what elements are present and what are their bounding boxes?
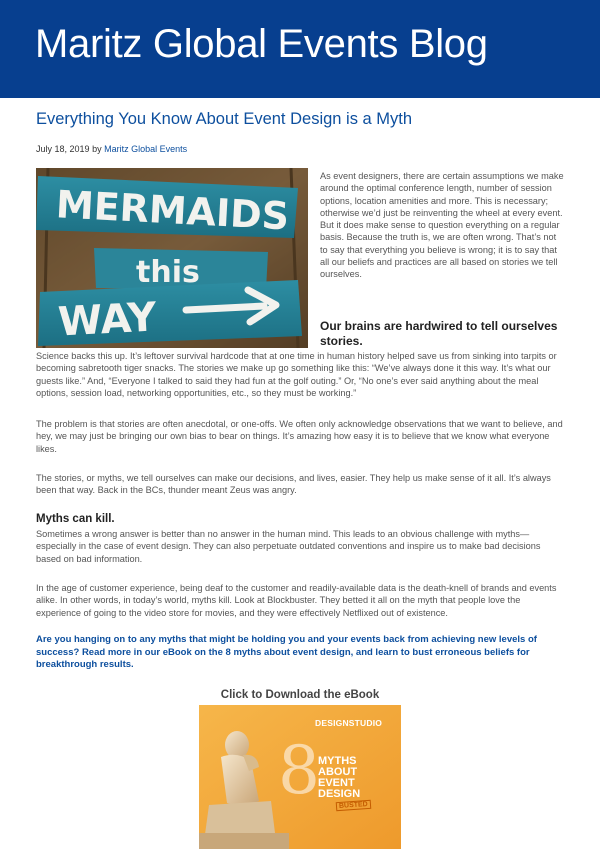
post-date: July 18, 2019 [36,144,90,154]
site-header [0,0,600,98]
ebook-title-line3: EVENT [318,777,355,789]
author-link[interactable]: Maritz Global Events [104,144,188,154]
paragraph-problem: The problem is that stories are often anecdotal, or one-offs. We often only acknowledge observations that we want to believe, and hey, we may just be bringing our own bias to bear on things. It’s amazing how easy it is to believe that we know what everyone likes. [36,419,563,454]
paragraph-wrong-answer: Sometimes a wrong answer is better than no answer in the human mind. This leads to an obvious challenge with myths—especially in the case of event design. They can also perpetuate outdated conventions and inspire us to make bad decisions based on bad information. [36,529,541,564]
ebook-title-line4: DESIGN [318,788,361,800]
sign-text-way: WAY [56,294,158,346]
ebook-number: 8 [278,732,320,809]
ebook-brand: DESIGNSTUDIO [315,718,383,728]
post-meta [36,144,187,154]
intro-paragraph: As event designers, there are certain assumptions we make around the optimal conference length, number of session options, location amenities and more. This is necessary; otherwise we’d just be reinventing the wheel at every event. But it does make sense to question everything on a regular basis. Because the truth is, we are often wrong. That’s not to say that everything you believe is wrong; it is to say that all our beliefs and practices are all based on stories we tell ourselves. [320,171,564,280]
section-heading-brains: Our brains are hardwired to tell ourselves stories. [320,319,558,348]
hero-image [36,168,308,348]
section-heading-myths: Myths can kill. [36,513,115,525]
paragraph-science: Science backs this up. It’s leftover survival hardcode that at one time in human history helped save us from sinking into tarpits or becoming sabretooth tiger snacks. The stories we make up go something like this: “We’ve always done it this way. It’s what our guests like.” And, “Everyone I talked to said they had fun at the golf outing.” Or, “No one’s ever said anything about the meal options, session load, networking opportunities, etc., so they must be working.” [36,351,557,398]
sign-text-this: this [136,255,200,290]
sign-text-mermaids: MERMAIDS [54,182,291,239]
post-title[interactable]: Everything You Know About Event Design is a Myth [36,110,413,128]
ebook-title-line1: MYTHS [318,755,357,767]
ebook-title-line2: ABOUT [318,766,358,778]
download-ebook-label[interactable]: Click to Download the eBook [220,689,380,701]
mermaids-sign-illustration [36,168,308,348]
post-by: by [92,144,102,154]
ebook-cta-paragraph[interactable]: Are you hanging on to any myths that might be holding you and your events back from achieving new levels of success? Read more in our eBook on the 8 myths about event design, and learn to bust erroneous beliefs for breakthrough results. [36,634,537,671]
paragraph-stories: The stories, or myths, we tell ourselves can make our decisions, and lives, easier. They help us make sense of it all. It’s always been that way. Back in the BCs, thunder meant Zeus was angry. [36,473,551,496]
ebook-busted-stamp: BUSTED [336,800,371,811]
site-title[interactable]: Maritz Global Events Blog [35,22,488,66]
paragraph-customer-experience: In the age of customer experience, being deaf to the customer and readily-available data is the death-knell of brands and events alike. In other words, in today’s world, myths kill. Look at Blockbuster. They betted it all on the myth that people love the experience of going to the video store for movies, and they were effectively Netflixed out of existence. [36,583,557,618]
